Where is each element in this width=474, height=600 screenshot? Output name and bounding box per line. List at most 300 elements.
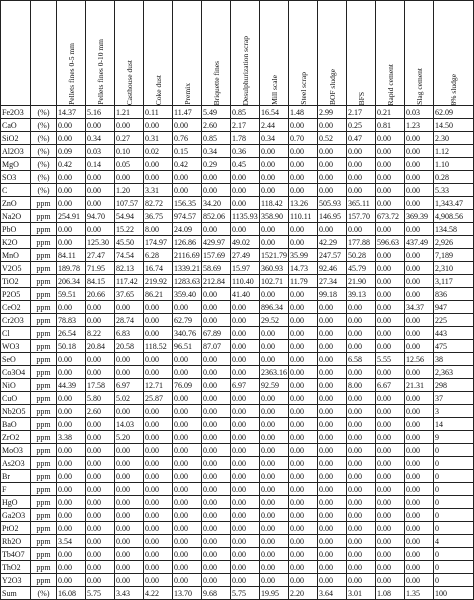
value-cell: 0.00 — [405, 496, 434, 509]
value-cell: 0.00 — [260, 444, 289, 457]
value-cell: 0.00 — [405, 132, 434, 145]
value-cell: 0.00 — [144, 444, 173, 457]
table-row — [1, 223, 474, 236]
value-cell: 174.97 — [144, 236, 173, 249]
value-cell: 37 — [434, 392, 474, 405]
value-cell: 0.00 — [202, 522, 231, 535]
column-header-label: Mill scale — [269, 75, 279, 105]
value-cell: 0.00 — [231, 184, 260, 197]
component-cell: V2O5 — [1, 262, 31, 275]
component-cell: P2O5 — [1, 288, 31, 301]
value-cell: 0.00 — [347, 418, 376, 431]
value-cell: 0.00 — [289, 314, 318, 327]
unit-cell: ppm — [31, 509, 57, 522]
component-cell: C — [1, 184, 31, 197]
value-cell: 0.00 — [144, 574, 173, 587]
value-cell: 0.00 — [260, 574, 289, 587]
header-row — [1, 1, 474, 106]
unit-cell: (%) — [31, 119, 57, 132]
value-cell: 0.00 — [260, 158, 289, 171]
value-cell: 0.00 — [376, 457, 405, 470]
value-cell: 3.54 — [57, 535, 86, 548]
value-cell: 0.00 — [376, 522, 405, 535]
value-cell: 0.00 — [202, 574, 231, 587]
value-cell: 475 — [434, 340, 474, 353]
value-cell: 34.37 — [405, 301, 434, 314]
table-row — [1, 561, 474, 574]
value-cell: 1283.63 — [174, 276, 200, 286]
table-row — [1, 106, 474, 119]
unit-cell: ppm — [31, 288, 57, 301]
value-cell: 19.95 — [260, 587, 289, 600]
table-row — [1, 587, 474, 600]
value-cell: 0.00 — [144, 366, 173, 379]
column-header-wrapper — [115, 1, 143, 105]
value-cell: 0.42 — [57, 158, 86, 171]
value-cell: 118.42 — [260, 197, 289, 210]
component-cell: TiO2 — [1, 275, 31, 288]
unit-cell: ppm — [31, 522, 57, 535]
component-cell: Cr2O3 — [1, 314, 31, 327]
table-row — [1, 236, 474, 249]
value-cell: 0.00 — [144, 548, 173, 561]
value-cell: 0.00 — [86, 496, 115, 509]
value-cell: 0.00 — [405, 535, 434, 548]
value-cell: 0.00 — [318, 535, 347, 548]
value-cell: 45.79 — [347, 262, 376, 275]
value-cell: 0.00 — [347, 184, 376, 197]
unit-cell: (%) — [31, 145, 57, 158]
value-cell: 429.97 — [202, 236, 231, 249]
value-cell: 0.00 — [144, 457, 173, 470]
value-cell: 0.00 — [405, 197, 434, 210]
component-cell: SO3 — [1, 171, 31, 184]
corner-cell-component — [1, 1, 31, 106]
value-cell: 0.00 — [318, 379, 347, 392]
value-cell: 0.00 — [202, 457, 231, 470]
value-cell: 16.08 — [57, 587, 86, 600]
value-cell: 0.00 — [405, 366, 434, 379]
value-cell: 20.84 — [86, 340, 115, 353]
value-cell: 0.00 — [173, 522, 202, 535]
value-cell: 0.00 — [115, 496, 144, 509]
value-cell: 0.00 — [86, 223, 115, 236]
value-cell: 14 — [434, 418, 474, 431]
value-cell: 0.00 — [318, 366, 347, 379]
value-cell: 0.00 — [318, 574, 347, 587]
value-cell: 0.00 — [115, 561, 144, 574]
unit-cell: (%) — [31, 132, 57, 145]
value-cell: 206.34 — [57, 275, 86, 288]
component-cell: K2O — [1, 236, 31, 249]
value-cell: 0.00 — [231, 483, 260, 496]
unit-cell: (%) — [31, 587, 57, 600]
table-row — [1, 262, 474, 275]
table-row — [1, 548, 474, 561]
value-cell: 1.48 — [289, 106, 318, 119]
value-cell: 0.00 — [173, 366, 202, 379]
value-cell: 358.90 — [260, 210, 289, 223]
value-cell: 13.70 — [173, 587, 202, 600]
value-cell: 0.00 — [376, 145, 405, 158]
value-cell: 0.00 — [289, 288, 318, 301]
value-cell: 6.83 — [115, 327, 144, 340]
value-cell: 0.00 — [144, 483, 173, 496]
value-cell: 0.00 — [86, 197, 115, 210]
value-cell: 92.46 — [318, 262, 347, 275]
value-cell: 0.00 — [173, 431, 202, 444]
column-header-label: Premix — [182, 83, 192, 105]
value-cell: 0.00 — [405, 392, 434, 405]
table-row — [1, 418, 474, 431]
column-header — [86, 1, 115, 106]
value-cell: 36.75 — [144, 210, 173, 223]
value-cell: 39.13 — [347, 288, 376, 301]
value-cell: 2.17 — [231, 119, 260, 132]
value-cell: 38 — [434, 353, 474, 366]
value-cell: 0.00 — [405, 327, 434, 340]
table-row — [1, 444, 474, 457]
value-cell: 74.54 — [115, 249, 144, 262]
value-cell: 0.00 — [231, 301, 260, 314]
column-header — [202, 1, 231, 106]
unit-cell: ppm — [31, 262, 57, 275]
value-cell: 0.52 — [318, 132, 347, 145]
value-cell: 0.00 — [173, 509, 202, 522]
value-cell: 0.00 — [57, 470, 86, 483]
value-cell: 0.00 — [173, 483, 202, 496]
table-row — [1, 366, 474, 379]
value-cell: 0.00 — [289, 119, 318, 132]
table-row — [1, 275, 474, 288]
component-cell: Al2O3 — [1, 145, 31, 158]
value-cell: 62.79 — [173, 314, 202, 327]
value-cell: 0.00 — [86, 444, 115, 457]
value-cell: 177.88 — [347, 236, 376, 249]
value-cell: 0.34 — [260, 132, 289, 145]
value-cell: 41.40 — [231, 288, 260, 301]
value-cell: 20.66 — [86, 288, 115, 301]
value-cell: 340.76 — [173, 327, 202, 340]
value-cell: 0.00 — [289, 561, 318, 574]
value-cell: 0.00 — [144, 509, 173, 522]
value-cell: 0.00 — [231, 574, 260, 587]
value-cell: 0.00 — [115, 483, 144, 496]
unit-cell: ppm — [31, 301, 57, 314]
value-cell: 17.58 — [86, 379, 115, 392]
value-cell: 0.00 — [376, 288, 405, 301]
value-cell: 84.15 — [86, 275, 115, 288]
value-cell: 0.00 — [260, 223, 289, 236]
component-cell: BaO — [1, 418, 31, 431]
value-cell: 0.00 — [405, 418, 434, 431]
table-row — [1, 314, 474, 327]
value-cell: 12.71 — [144, 379, 173, 392]
value-cell: 0.00 — [318, 431, 347, 444]
value-cell: 27.47 — [86, 249, 115, 262]
value-cell: 0.00 — [260, 483, 289, 496]
unit-cell: ppm — [31, 535, 57, 548]
value-cell: 0.00 — [202, 288, 231, 301]
value-cell: 0 — [434, 483, 474, 496]
value-cell: 27.49 — [231, 249, 260, 262]
value-cell: 443 — [434, 327, 474, 340]
value-cell: 0.00 — [260, 418, 289, 431]
value-cell: 14.73 — [289, 262, 318, 275]
value-cell: 102.71 — [260, 275, 289, 288]
value-cell: 673.72 — [376, 210, 405, 223]
value-cell: 0.00 — [57, 574, 86, 587]
value-cell: 0.00 — [405, 314, 434, 327]
value-cell: 0.00 — [144, 314, 173, 327]
value-cell: 0.00 — [202, 314, 231, 327]
value-cell: 0.00 — [202, 405, 231, 418]
value-cell: 0.00 — [376, 535, 405, 548]
value-cell: 1.23 — [405, 119, 434, 132]
unit-cell: ppm — [31, 353, 57, 366]
value-cell: 24.09 — [173, 223, 202, 236]
value-cell: 896.34 — [260, 301, 289, 314]
value-cell: 0.00 — [260, 405, 289, 418]
column-header — [57, 1, 86, 106]
column-header-wrapper — [434, 1, 473, 105]
value-cell: 0.00 — [57, 184, 86, 197]
value-cell: 0.00 — [86, 301, 115, 314]
value-cell: 0.00 — [86, 535, 115, 548]
value-cell: 0.00 — [173, 496, 202, 509]
value-cell: 505.93 — [318, 197, 347, 210]
value-cell: 0.00 — [260, 470, 289, 483]
value-cell: 0.00 — [231, 418, 260, 431]
value-cell: 0.00 — [57, 561, 86, 574]
value-cell: 0.36 — [231, 145, 260, 158]
value-cell: 0 — [434, 509, 474, 522]
value-cell: 0.02 — [144, 145, 173, 158]
value-cell: 0.00 — [231, 392, 260, 405]
value-cell: 82.72 — [144, 197, 173, 210]
value-cell: 9 — [434, 431, 474, 444]
value-cell: 2.99 — [318, 106, 347, 119]
value-cell: 0.00 — [405, 522, 434, 535]
value-cell: 0.00 — [115, 548, 144, 561]
value-cell: 157.69 — [202, 249, 231, 262]
value-cell: 0.00 — [318, 301, 347, 314]
table-row — [1, 509, 474, 522]
value-cell: 0.00 — [115, 457, 144, 470]
value-cell: 0.00 — [115, 353, 144, 366]
value-cell: 0.00 — [57, 301, 86, 314]
value-cell: 28.74 — [115, 314, 144, 327]
value-cell: 0.00 — [260, 509, 289, 522]
value-cell: 360.93 — [260, 262, 289, 275]
column-header — [115, 1, 144, 106]
value-cell: 4,908.56 — [434, 210, 474, 223]
value-cell: 225 — [434, 314, 474, 327]
value-cell: 0.00 — [202, 184, 231, 197]
column-header-wrapper — [86, 1, 114, 105]
value-cell: 0.00 — [289, 405, 318, 418]
value-cell: 0.00 — [202, 561, 231, 574]
column-header-label: Slag cement — [414, 68, 424, 105]
column-header-label: Casthouse dust — [124, 59, 134, 105]
value-cell: 0.00 — [115, 405, 144, 418]
value-cell: 0.00 — [289, 574, 318, 587]
value-cell: 0.00 — [405, 548, 434, 561]
value-cell: 0.00 — [289, 184, 318, 197]
unit-cell: ppm — [31, 366, 57, 379]
column-header-label: Coke dust — [153, 74, 163, 105]
unit-cell: ppm — [31, 574, 57, 587]
value-cell: 0.00 — [347, 444, 376, 457]
value-cell: 0.00 — [376, 392, 405, 405]
value-cell: 27.34 — [318, 275, 347, 288]
value-cell: 0.00 — [318, 405, 347, 418]
value-cell: 0.00 — [57, 353, 86, 366]
value-cell: 76.09 — [173, 379, 202, 392]
value-cell: 5.75 — [86, 587, 115, 600]
value-cell: 0.00 — [173, 574, 202, 587]
value-cell: 0.00 — [347, 340, 376, 353]
value-cell: 96.51 — [173, 340, 202, 353]
component-cell: WO3 — [1, 340, 31, 353]
value-cell: 0.00 — [347, 392, 376, 405]
unit-cell: (%) — [31, 158, 57, 171]
value-cell: 0.00 — [376, 171, 405, 184]
value-cell: 0.00 — [376, 444, 405, 457]
value-cell: 0.00 — [318, 119, 347, 132]
value-cell: 0.85 — [202, 132, 231, 145]
value-cell: 0.00 — [86, 431, 115, 444]
value-cell: 0.00 — [86, 522, 115, 535]
column-header-label: BFS — [356, 91, 366, 105]
value-cell: 1,343.47 — [434, 197, 474, 210]
value-cell: 437.49 — [405, 236, 434, 249]
table-row — [1, 405, 474, 418]
value-cell: 1.20 — [115, 184, 144, 197]
table-row — [1, 340, 474, 353]
value-cell: 0.34 — [86, 132, 115, 145]
value-cell: 0.00 — [115, 171, 144, 184]
value-cell: 0.00 — [376, 197, 405, 210]
value-cell: 0.00 — [144, 496, 173, 509]
value-cell: 157.70 — [347, 210, 376, 223]
value-cell: 71.95 — [86, 262, 115, 275]
value-cell: 0.00 — [376, 548, 405, 561]
value-cell: 3.38 — [57, 431, 86, 444]
value-cell: 82.13 — [115, 262, 144, 275]
value-cell: 5.20 — [115, 431, 144, 444]
table-row — [1, 431, 474, 444]
value-cell: 0.00 — [405, 470, 434, 483]
value-cell: 99.18 — [318, 288, 347, 301]
value-cell: 0.00 — [86, 548, 115, 561]
value-cell: 134.58 — [434, 223, 474, 236]
table-row — [1, 392, 474, 405]
value-cell: 0.00 — [318, 561, 347, 574]
value-cell: 2116.69 — [174, 250, 200, 260]
value-cell: 0.00 — [173, 301, 202, 314]
value-cell: 0.00 — [405, 574, 434, 587]
value-cell: 0.00 — [115, 301, 144, 314]
value-cell: 8.00 — [144, 223, 173, 236]
value-cell: 2363.16 — [261, 367, 287, 377]
value-cell: 0 — [434, 496, 474, 509]
value-cell: 0.00 — [260, 561, 289, 574]
value-cell: 0.00 — [231, 548, 260, 561]
value-cell: 0.85 — [231, 106, 260, 119]
unit-cell: ppm — [31, 327, 57, 340]
value-cell: 0.81 — [376, 119, 405, 132]
component-cell: PtO2 — [1, 522, 31, 535]
value-cell: 596.63 — [376, 236, 405, 249]
component-cell: Co3O4 — [1, 366, 31, 379]
value-cell: 0.00 — [318, 184, 347, 197]
column-header-wrapper — [405, 1, 433, 105]
value-cell: 0.00 — [376, 184, 405, 197]
value-cell: 13.26 — [289, 197, 318, 210]
value-cell: 0.00 — [86, 171, 115, 184]
value-cell: 0.00 — [231, 405, 260, 418]
table-row — [1, 574, 474, 587]
value-cell: 54.94 — [115, 210, 144, 223]
unit-cell: ppm — [31, 275, 57, 288]
value-cell: 0.00 — [260, 548, 289, 561]
value-cell: 0.00 — [202, 483, 231, 496]
unit-cell: ppm — [31, 561, 57, 574]
value-cell: 0.00 — [405, 249, 434, 262]
value-cell: 0.00 — [57, 418, 86, 431]
value-cell: 0.10 — [115, 145, 144, 158]
column-header — [376, 1, 405, 106]
value-cell: 0 — [434, 574, 474, 587]
value-cell: 0.00 — [289, 431, 318, 444]
corner-cell-unit — [31, 1, 57, 106]
value-cell: 0.00 — [144, 327, 173, 340]
value-cell: 117.42 — [115, 275, 144, 288]
value-cell: 247.57 — [318, 249, 347, 262]
value-cell: 0.00 — [405, 184, 434, 197]
component-cell: ThO2 — [1, 561, 31, 574]
column-header-wrapper — [347, 1, 375, 105]
value-cell: 0.00 — [144, 431, 173, 444]
value-cell: 49.02 — [231, 236, 260, 249]
value-cell: 0.00 — [347, 405, 376, 418]
value-cell: 2,363 — [434, 366, 474, 379]
value-cell: 0.00 — [202, 444, 231, 457]
value-cell: 0.00 — [376, 327, 405, 340]
value-cell: 0.00 — [57, 223, 86, 236]
value-cell: 365.11 — [347, 197, 376, 210]
value-cell: 0.00 — [289, 236, 318, 249]
value-cell: 0.00 — [318, 548, 347, 561]
value-cell: 0.00 — [202, 366, 231, 379]
value-cell: 0.00 — [86, 457, 115, 470]
value-cell: 0.00 — [144, 561, 173, 574]
value-cell: 0.00 — [57, 132, 86, 145]
value-cell: 2.30 — [434, 132, 474, 145]
value-cell: 1.35 — [405, 587, 434, 600]
value-cell: 0.00 — [405, 158, 434, 171]
value-cell: 0.00 — [231, 327, 260, 340]
value-cell: 0.00 — [231, 366, 260, 379]
value-cell: 0.00 — [260, 496, 289, 509]
value-cell: 0.00 — [144, 418, 173, 431]
value-cell: 0.00 — [376, 132, 405, 145]
value-cell: 0.00 — [260, 145, 289, 158]
value-cell: 0.00 — [260, 431, 289, 444]
component-cell: ZrO2 — [1, 431, 31, 444]
value-cell: 0.00 — [347, 431, 376, 444]
